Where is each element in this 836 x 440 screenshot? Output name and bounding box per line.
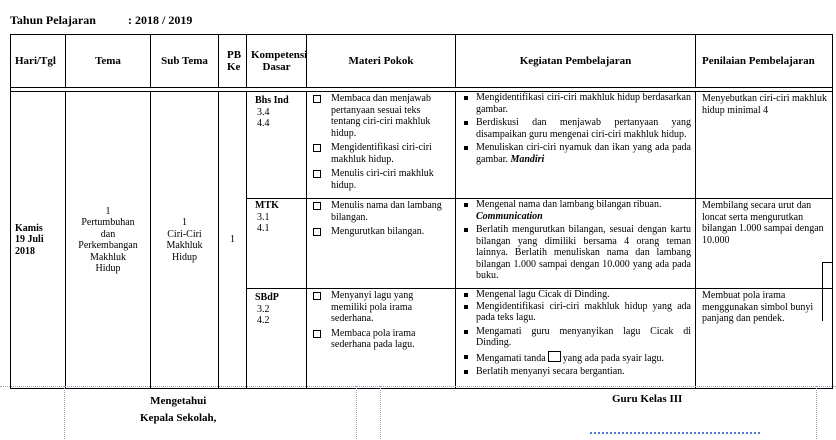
table-header-row <box>11 35 833 88</box>
guide-line <box>64 386 65 439</box>
header-tema: Tema <box>66 35 151 88</box>
subtema-line: Makhluk <box>166 240 203 251</box>
kegiatan-item: Mengidentifikasi ciri-ciri makhluk hidup berdasarkan gambar. <box>456 92 691 115</box>
penilaian-cell: Membuat pola irama menggunakan simbol bunyi panjang dan pendek. <box>696 289 833 389</box>
kd-subject: SBdP <box>255 292 279 303</box>
kegiatan-item <box>456 199 691 222</box>
page-edge-mark <box>822 262 833 321</box>
header-kd: Kompetensi Dasar <box>247 35 307 88</box>
tema-number: 1 <box>105 205 111 217</box>
kd-cell <box>247 199 307 289</box>
kegiatan-tag: Communication <box>476 210 543 222</box>
school-year-value: : 2018 / 2019 <box>128 13 193 27</box>
tema-line: Makhluk <box>89 251 127 263</box>
tema-line: Pertumbuhan <box>81 217 135 228</box>
guide-line <box>380 386 381 439</box>
kegiatan-item: Berlatih menyanyi secara bergantian. <box>456 366 691 378</box>
kegiatan-item: Mengenal lagu Cicak di Dinding. <box>456 289 691 301</box>
materi-item: Menyanyi lagu yang memiliki pola irama sederhana. <box>307 290 451 325</box>
kegiatan-item: Mengidentifikasi ciri-ciri makhluk hidup yang ada pada teks lagu. <box>456 301 691 324</box>
pb-cell: 1 <box>219 92 247 389</box>
kegiatan-item <box>456 142 691 165</box>
kegiatan-item: Mengamati guru menyanyikan lagu Cicak di Dinding. <box>456 326 691 349</box>
guide-line <box>356 386 357 439</box>
materi-cell <box>307 199 456 289</box>
tema-line: dan <box>100 228 116 240</box>
table-row <box>11 92 833 199</box>
kegiatan-item <box>456 351 691 365</box>
materi-item: Menulis ciri-ciri makhluk hidup. <box>307 168 451 191</box>
kd-code: 3.1 <box>257 211 270 223</box>
header-kegiatan: Kegiatan Pembelajaran <box>456 35 696 88</box>
kegiatan-item: Berdiskusi dan menjawab pertanyaan yang disampaikan guru mengenai ciri-ciri makhluk hidup. <box>456 117 691 140</box>
guide-line <box>0 386 836 387</box>
school-year-label: Tahun Pelajaran <box>10 13 96 27</box>
kd-cell <box>247 289 307 389</box>
kd-code: 4.2 <box>257 315 270 326</box>
materi-item: Menulis nama dan lambang bilangan. <box>307 200 451 223</box>
kd-subject: MTK <box>255 200 279 211</box>
header-materi: Materi Pokok <box>307 35 456 88</box>
kegiatan-text: Menuliskan ciri-ciri nyamuk dan ikan yang ada pada gambar. <box>476 142 691 165</box>
day-year: 2018 <box>15 245 35 257</box>
kegiatan-text: yang ada pada syair lagu. <box>562 352 665 364</box>
subtema-number: 1 <box>182 217 187 228</box>
kegiatan-tag: Mandiri <box>510 153 545 165</box>
subtema-cell <box>151 92 219 389</box>
kd-cell <box>247 92 307 199</box>
rhythm-box-icon <box>548 351 561 362</box>
teacher-signature-block <box>612 393 682 405</box>
kd-code: 4.1 <box>257 223 270 234</box>
penilaian-cell: Membilang secara urut dan loncat serta mengurutkan bilangan 1.000 sampai dengan 10.000 <box>696 199 833 289</box>
materi-cell <box>307 289 456 389</box>
signature-line: Kepala Sekolah, <box>140 412 217 424</box>
day-cell <box>11 92 66 389</box>
materi-item: Membaca dan menjawab pertanyaan sesuai teks tentang ciri-ciri makhluk hidup. <box>307 93 451 139</box>
tema-line: Perkembangan <box>78 240 138 251</box>
kd-code: 3.2 <box>257 303 270 315</box>
signature-line: Mengetahui <box>150 395 207 407</box>
day-name: Kamis <box>15 222 43 234</box>
school-year <box>0 13 192 28</box>
tema-line: Hidup <box>95 263 121 274</box>
principal-signature-block <box>140 393 216 427</box>
subtema-line: Ciri-Ciri <box>167 228 202 240</box>
header-hari: Hari/Tgl <box>11 35 66 88</box>
kegiatan-text: Mengamati tanda <box>476 352 546 364</box>
kd-subject: Bhs Ind <box>255 95 289 106</box>
day-date: 19 Juli <box>15 234 44 246</box>
signature-line: Guru Kelas III <box>612 393 683 405</box>
kegiatan-cell <box>456 289 696 389</box>
header-subtema: Sub Tema <box>151 35 219 88</box>
penilaian-cell: Menyebutkan ciri-ciri makhluk hidup minimal 4 <box>696 92 833 199</box>
materi-cell <box>307 92 456 199</box>
kegiatan-text: Mengenal nama dan lambang bilangan ribuan. <box>476 199 662 210</box>
header-penilaian: Penilaian Pembelajaran <box>696 35 833 88</box>
lesson-plan-table <box>10 34 833 389</box>
subtema-line: Hidup <box>172 251 197 263</box>
header-pb: PB Ke <box>219 35 247 88</box>
materi-item: Mengidentifikasi ciri-ciri makhluk hidup. <box>307 142 451 165</box>
guide-line <box>816 386 817 439</box>
kegiatan-cell <box>456 92 696 199</box>
kegiatan-item: Berlatih mengurutkan bilangan, sesuai dengan kartu bilangan yang dimiliki bersama 4 orang teman lainnya. Berlatih menuliskan nama dan lambang bilangan 1.000 sampai dengan 10.000 yang ada pada buku. <box>456 224 691 282</box>
tema-cell <box>66 92 151 389</box>
kd-code: 3.4 <box>257 106 270 118</box>
materi-item: Membaca pola irama sederhana pada lagu. <box>307 328 451 351</box>
kd-code: 4.4 <box>257 118 270 129</box>
kegiatan-cell <box>456 199 696 289</box>
materi-item: Mengurutkan bilangan. <box>307 226 451 238</box>
